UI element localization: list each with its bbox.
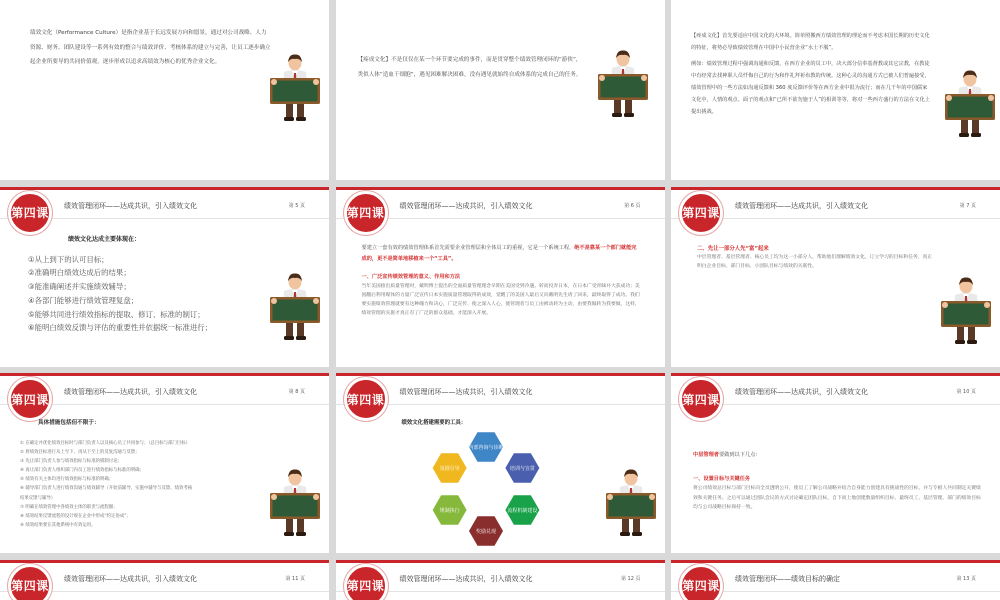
slide-thumbnail[interactable]	[671, 187, 1000, 367]
list-item: ⑤ 绩效有关主体均进行绩效指标与标准的明确；	[20, 477, 114, 483]
lesson-badge: 第四课	[344, 377, 388, 421]
list-item: ③ 先让部门负责人参与绩效指标与标准的模制讨论；	[20, 459, 122, 465]
slide-thumbnail[interactable]	[336, 560, 665, 600]
teacher-illustration	[594, 50, 652, 118]
section-heading: 一、广泛宣传绩效管理的意义、作用和方法	[361, 273, 461, 280]
section-heading: 绩效文化搭建需要的工具：	[401, 420, 467, 426]
bullet-list	[20, 439, 192, 530]
slide-thumbnail[interactable]	[336, 187, 665, 367]
lesson-badge: 第四课	[679, 564, 723, 600]
intro-text: 要建立一套有效的绩效管理体系首先需要企业管理层和全体员工的重视，它是一个系统工程，	[361, 244, 575, 251]
list-item: ④ 再让部门负责人组织部门内员工进行绩效指标与标准的明确；	[20, 468, 144, 474]
slide-paragraph: 绩效文化（Performance Culture）是指企业基于长远发展方向和愿景，通过对公司战略、人力资源、财务、团队建设等一系列有效的整合与绩效评价、考核体系的建立与完善，让员工逐步确立起企业所要导的共同价值观，逐步形成以追求高绩效为核心的优秀企业文化。	[30, 30, 271, 65]
list-item: ①从上到下的认可目标；	[28, 254, 109, 264]
lesson-badge: 第四课	[679, 191, 723, 235]
intro-highlight: 绝不是靠某一个部门就能完成的，更不是简单地移植来一个“工具”。	[361, 244, 637, 262]
slide-title: 绩效管理闭环——达成共识，引入绩效文化	[399, 574, 533, 583]
page-number: 第 13 页	[956, 575, 976, 582]
slide-thumbnail[interactable]	[0, 0, 329, 180]
slide-title: 绩效管理闭环——达成共识，引入绩效文化	[64, 574, 197, 583]
diagram-node-label: 奖励兑现	[475, 529, 496, 535]
slide-title: 绩效管理闭环——达成共识，引入绩效文化	[399, 201, 533, 210]
section-heading: 具体措施包括但不限于：	[38, 420, 100, 426]
teacher-illustration	[602, 469, 660, 537]
list-item: ④各部门能够进行绩效管理复盘；	[28, 295, 139, 305]
slide-thumbnail[interactable]	[671, 373, 1000, 553]
slide-accent-bar	[671, 373, 1000, 376]
diagram-node-label: 流程机制建设	[506, 508, 537, 514]
section-heading: 一、设置目标与关键任务	[693, 476, 751, 482]
slide-accent-bar	[671, 187, 1000, 190]
diagram-node-label: 内部咨询与诊断	[467, 445, 504, 451]
diagram-node-label: 规制执行	[439, 508, 460, 514]
page-number: 第 11 页	[285, 575, 305, 582]
slide-accent-bar	[336, 187, 665, 190]
page-number: 第 8 页	[288, 389, 305, 395]
bullet-list	[28, 253, 212, 336]
teacher-illustration	[266, 273, 324, 341]
intro-text: 要做到以下几点：	[718, 452, 761, 458]
slide-accent-bar	[671, 560, 1000, 563]
list-item: ② 将绩效目标进行从上至下、再从下至上的反复沟通与反馈；	[20, 450, 140, 456]
slide-thumbnail[interactable]	[671, 0, 1000, 180]
teacher-illustration	[266, 54, 324, 122]
slide-thumbnail[interactable]	[0, 373, 329, 553]
lesson-badge: 第四课	[344, 564, 388, 600]
slide-thumbnail[interactable]	[0, 187, 329, 367]
diagram-node-label: 培训与宣贯	[509, 466, 535, 472]
slide-paragraph: 【疼成文化】不是仅仅在某一个环节要完成的事件，而是贯穿整个绩效管理闭环的“游侠”，类似人体“造血干细胞”，遇见困难解决困难，没有遇见就始终自成体系的完成自己的任务。	[357, 57, 582, 78]
slide-accent-bar	[336, 560, 665, 563]
section-text: 中层管理者、基层管理者、核心员工均为这一小部分人，帮助他们理解绩效文化，订立学习的目标和任务，真正明白企业目标、部门目标、小团队目标与绩效的关联性。	[697, 254, 933, 269]
slide-intro	[362, 243, 642, 266]
hexagon-diagram	[396, 425, 576, 553]
page-number: 第 12 页	[620, 575, 641, 582]
slide-title: 绩效管理闭环——达成共识，引入绩效文化	[399, 388, 533, 396]
teacher-illustration	[266, 469, 324, 537]
slide-paragraph: 【疼成文化】首先要适应中国文化的大环境。简单照搬西方绩效管理的理论而不考虑本国长期的历史文化的特征，将势必导致绩效管理在中国中小民营企业“水土不服”。	[691, 33, 930, 51]
slide-accent-bar	[0, 373, 329, 376]
page-number: 第 6 页	[624, 202, 641, 209]
section-text: 当年美国推出质量管理时，戴明博士提出的全面质量管理理念早期在美国受到冷遇。转而投奔日本，在日本广受青睐并大获成功；美国翻后利用媒体的力量广泛宣传日本实施质量管理取得的成效，觉醒了的美国人最后又向戴明先生请了回来，最终取得了成功。我们要实施绩效管理就要有这种魄力和决心，广泛宣传、使之深入人心，使管理者与员工由被动转为主动，由要我做转为我要做，这样，绩效管理的实施才真正有了广泛的群众基础，才能深入开展。	[361, 283, 640, 316]
list-item: ⑥ 辅导部门负责人进行绩效沟通与绩效辅导（开始前辅导、实施中辅导与反馈、绩效考核	[20, 486, 193, 492]
intro-highlight: 中层管理者	[693, 452, 719, 458]
slide-title: 绩效管理闭环——绩效目标的确定	[735, 574, 840, 583]
page-number: 第 5 页	[288, 202, 305, 209]
slide-thumbnail[interactable]	[336, 373, 665, 553]
list-item: ⑥能明白绩效反馈与评估的重要性并依据统一标准进行；	[28, 323, 213, 333]
lesson-badge: 第四课	[8, 564, 52, 600]
slide-title: 绩效管理闭环——达成共识，引入绩效文化	[735, 388, 868, 396]
slide-thumbnail[interactable]	[671, 560, 1000, 600]
lesson-badge: 第四课	[679, 377, 723, 421]
list-item: 结果反馈与辅导）	[20, 495, 56, 501]
list-item: ③能准确阐述并实施绩效辅导；	[28, 282, 131, 292]
slide-accent-bar	[336, 373, 665, 376]
slide-thumbnail[interactable]	[0, 560, 329, 600]
slide-title: 绩效管理闭环——达成共识，引入绩效文化	[64, 388, 197, 396]
section-heading: 二、先让一部分人先“富”起来	[697, 245, 769, 252]
list-item: ⑨ 绩效结果要在其他系统中有效运用。	[20, 522, 96, 528]
list-item: ②准确明白绩效达成后的结果；	[28, 268, 131, 278]
slide-intro	[693, 449, 760, 462]
list-item: ⑤能够共同进行绩效指标的提取、修订、标准的制订；	[28, 309, 205, 319]
slide-accent-bar	[0, 560, 329, 563]
teacher-illustration	[937, 277, 995, 345]
list-item: ① 在确定并优化绩效目标时与部门负责人以及核心员工共同参与；（总目标与部门目标）	[20, 441, 190, 446]
section-heading: 绩效文化达成主要体现在：	[68, 235, 141, 243]
list-item: ⑦ 明确在绩效管理中各绩效主体的职责与流程圈；	[20, 504, 118, 510]
slide-title: 绩效管理闭环——达成共识，引入绩效文化	[64, 201, 197, 210]
slide-accent-bar	[0, 187, 329, 190]
slide-thumbnail[interactable]	[336, 0, 665, 180]
section-text: 将公司绩效总目标与部门目标向全员透明公开，使员工了解公司战略并结合自身能力创建具有挑战性的目标，并与专板人共同制定关键绩效和关键任务。之后可以通过团队会议的方式讨论确定团队目标，自下而上地创建数量组织目标、最终员工、基层管理、部门的绩效目标均与公司战略目标保持一致。	[693, 486, 981, 510]
lesson-badge: 第四课	[8, 377, 52, 421]
lesson-badge: 第四课	[344, 191, 388, 235]
list-item: ⑧ 绩效结果反馈流程的设计规在企业中形成“约定俗成”；	[20, 513, 131, 519]
diagram-node-label: 氛围引导	[439, 466, 460, 472]
lesson-badge: 第四课	[8, 191, 52, 235]
page-number: 第 10 页	[956, 389, 976, 395]
page-number: 第 7 页	[959, 202, 976, 209]
teacher-illustration	[941, 70, 999, 138]
slide-title: 绩效管理闭环——达成共识，引入绩效文化	[735, 201, 868, 210]
slide-paragraph: 例如：绩效管理过程中强调沟通和反馈，在西方企业的员工中，决大部分信奉基督教或其它宗教，在教徒中有经常去找神职人员忏悔自己的行为和作礼拜祈布教的传统。这种心灵的沟通方式已被人们普遍接受，绩效管理中的一些方法如沟通反馈和 360 度反馈评价等在西方企业中很为流行；而在几千年的中国儒家文化中，人情的观点、面子的观点和“已所不欲勿施于人”的相训等等，将对一些西方盛行的方法在文化上提出挑战。	[691, 61, 930, 115]
